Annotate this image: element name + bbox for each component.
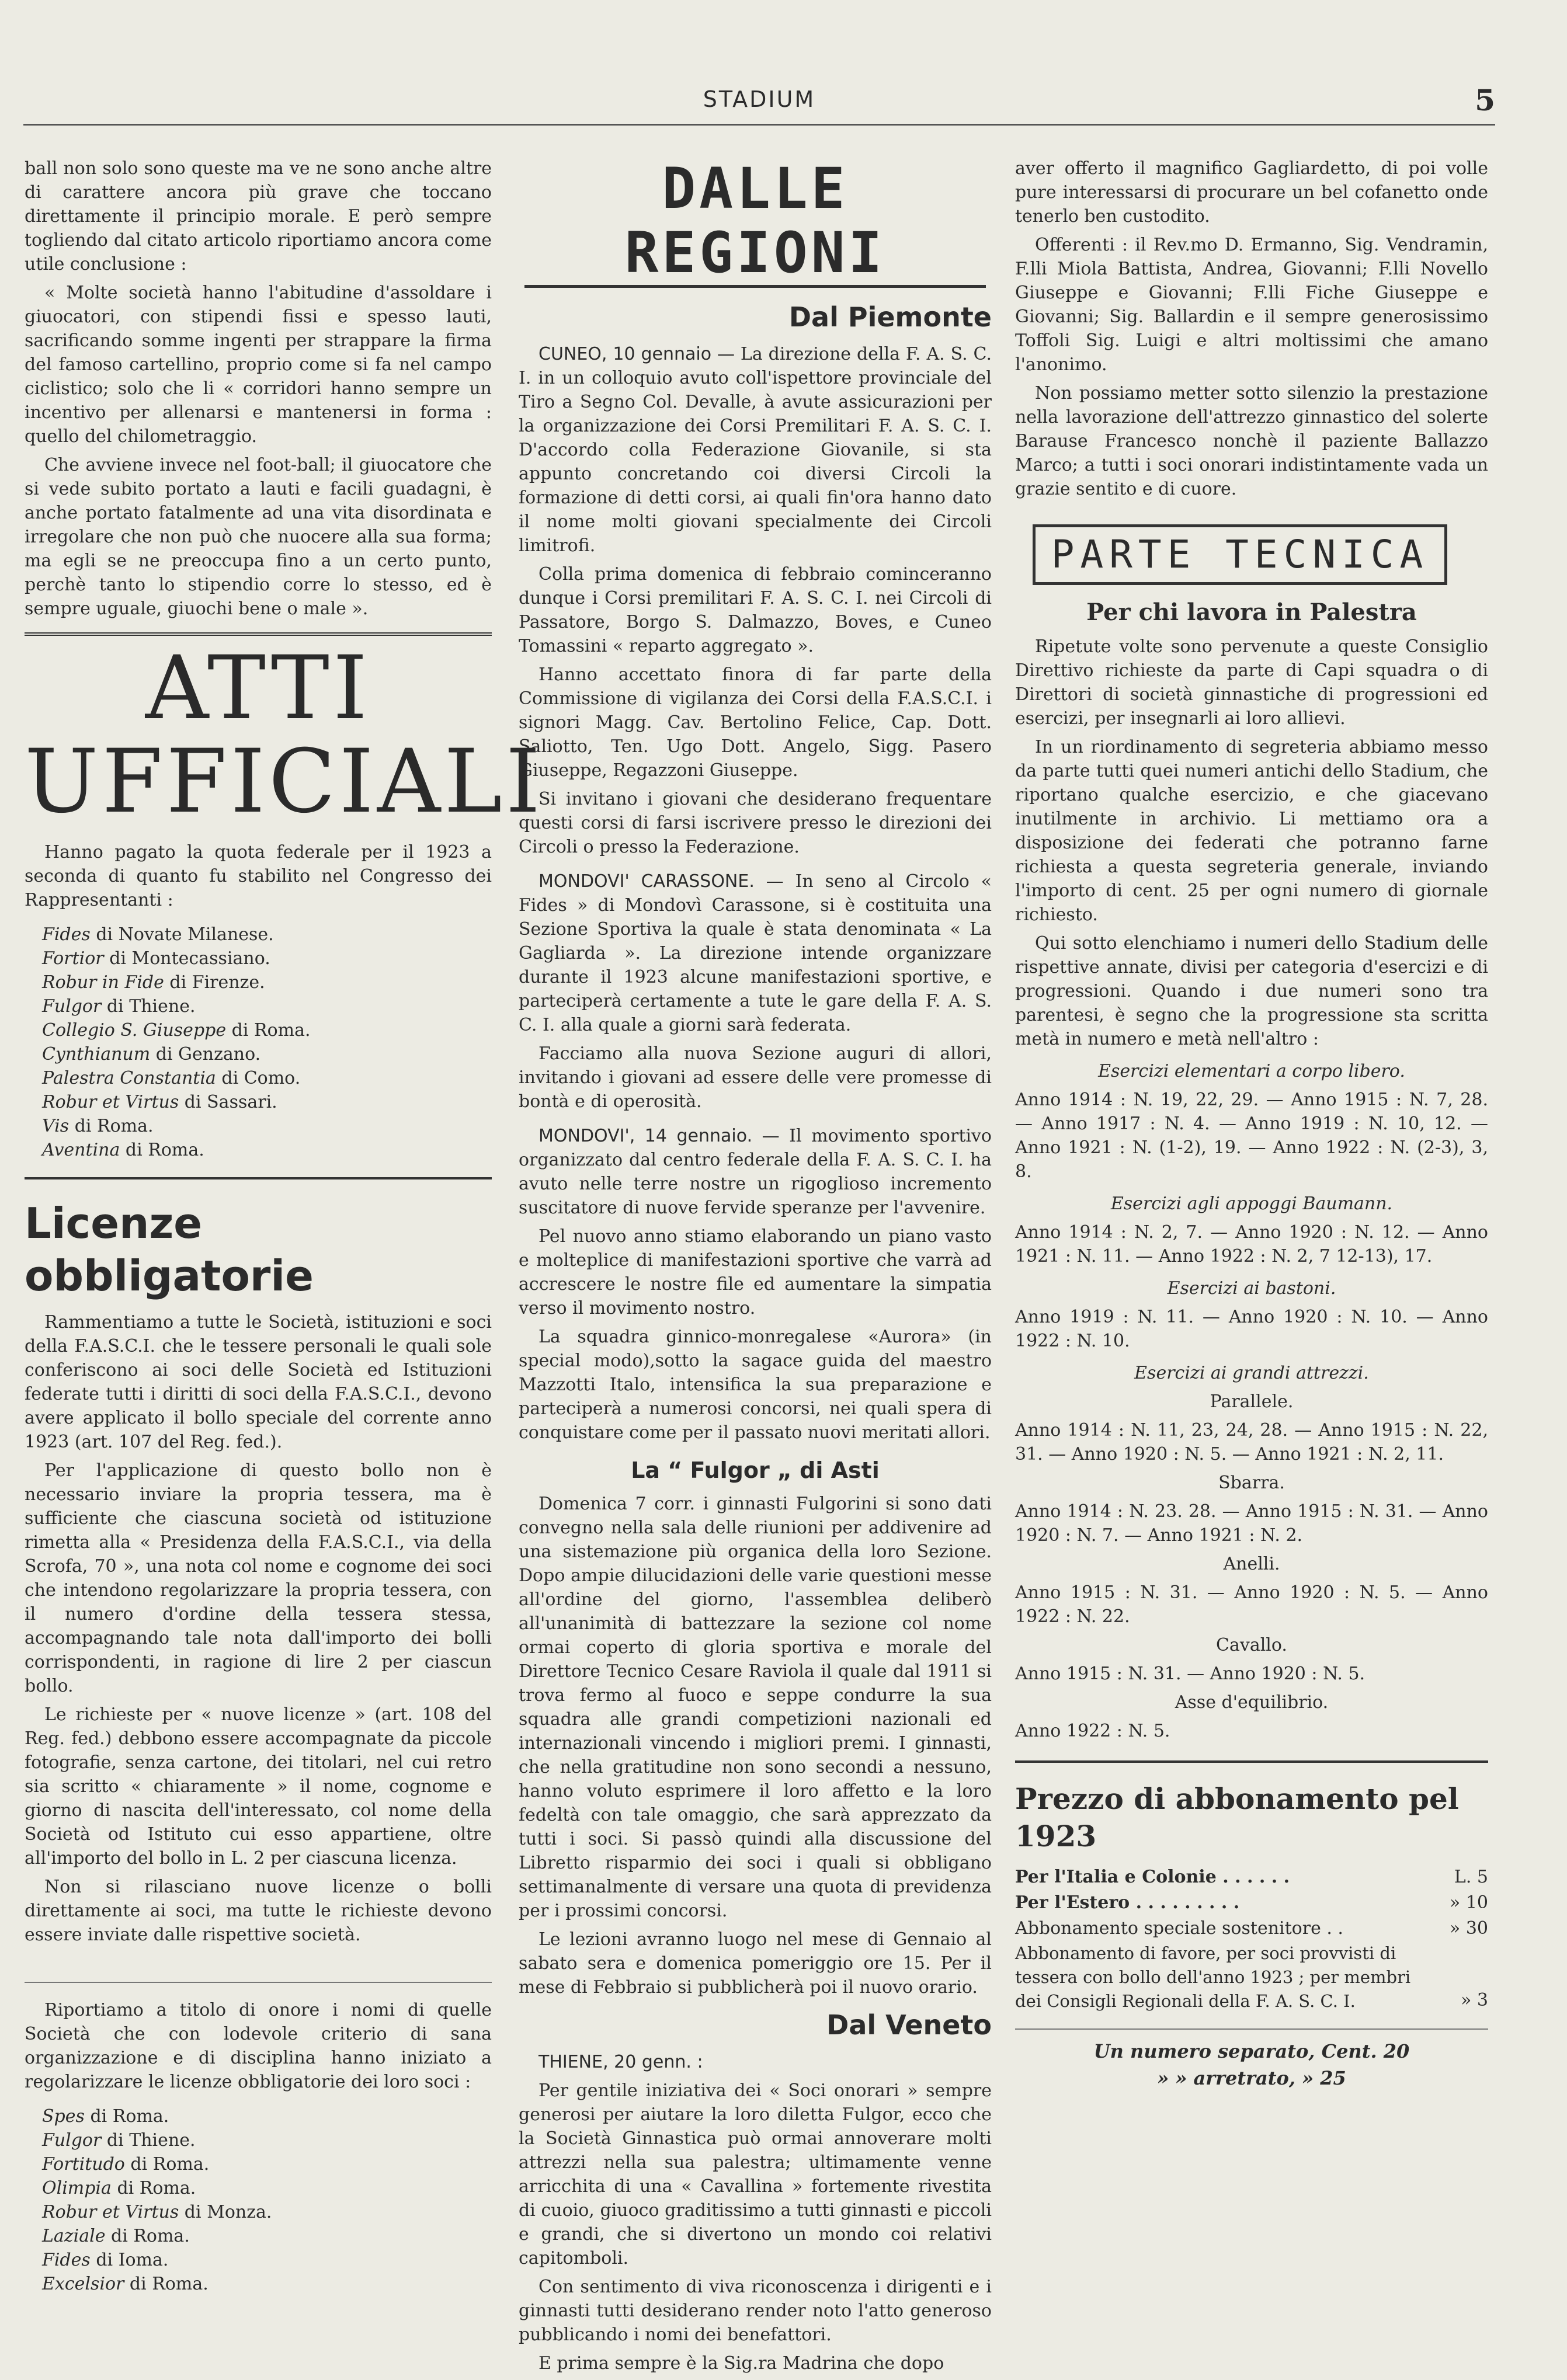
palestra-heading: Per chi lavora in Palestra [1086,599,1417,626]
paragraph: MONDOVI', 14 gennaio. — Il movimento sportivo organizzato dal centro federale della F. A. S. C. I. ha avuto nelle terre nostre un rigoglioso incremento suscitatore di nuove fervide speranze per l'avvenire. [519,1126,992,1218]
list-item: Robur et Virtus di Sassari. [42,1092,277,1112]
paragraph: Qui sotto elenchiamo i numeri dello Stadium delle rispettive annate, divisi per categoria d'esercizi e di progressioni. Quando i due numeri sono tra parentesi, è segno che la progressione sta scritta metà in numero e metà nell'altro : [1015,933,1488,1049]
exercise-category [1015,1552,1488,1629]
paragraph: « Molte società hanno l'abitudine d'assoldare i giuocatori, con stipendi fissi e spesso lauti, sacrificando somme ingenti per strappare la firma del famoso cartellino, proprio come si fa nel campo ciclistico; solo che li « corridori hanno sempre un incentivo per allenarsi e mantenersi in forma : quello del chilometraggio. [25,283,492,447]
category-title: Esercizi ai bastoni. [1167,1278,1336,1299]
column-right [1015,156,1488,2092]
section-divider [1015,1760,1488,1763]
category-title: Sbarra. [1218,1473,1285,1493]
price-row [1015,1941,1488,2013]
paragraph: CUNEO, 10 gennaio — La direzione della F. A. S. C. I. in un colloquio avuto coll'ispettore provinciale del Tiro a Segno Col. Devalle, à avute assicurazioni per la organizzazione dei Corsi Premilitari F. A. S. C. I. D'accordo colla Federazione Giovanile, si sta appunto concretando coi diversi Circoli la formazione di detti corsi, ai quali fin'ora hanno dato il nome molti giovani specialmente dei Circoli limitrofi. [519,344,992,556]
paragraph: Pel nuovo anno stiamo elaborando un piano vasto e molteplice di manifestazioni sportive che varrà ad accrescere le nostre file ed aumentare la simpatia verso il movimento nostro. [519,1226,992,1318]
list-item: Robur et Virtus di Monza. [42,2202,272,2222]
journal-title: STADIUM [703,86,816,112]
exercise-category [1015,1690,1488,1743]
list-item: Aventina di Roma. [42,1140,204,1160]
paragraph: Per l'applicazione di questo bollo non è necessario inviare la propria tessera, ma è sufficiente che ciascuna società od istituzione rimetta alla « Presidenza della F.A.S.C.I., via della Scrofa, 70 », una nota col nome e cognome dei soci che intendono regolarizzare la propria tessera, con il numero d'ordine della tessera stessa, accompagnando tale nota dall'importo dei bolli corrispondenti, in ragione di lire 2 per ciascun bollo. [25,1460,492,1696]
paragraph: Con sentimento di viva riconoscenza i dirigenti e i ginnasti tutti desiderano render noto l'atto generoso pubblicando i nomi dei benefattori. [519,2277,992,2345]
paragraph: Domenica 7 corr. i ginnasti Fulgorini si sono dati convegno nella sala delle riunioni per addivenire ad una sistemazione più organica della loro Sezione. Dopo ampie dilucidazioni delle varie questioni messe all'ordine del giorno, l'assemblea deliberò all'unanimità di battezzare la sezione col nome ormai coperto di gloria sportiva e morale del Direttore Tecnico Cesare Raviola il quale dal 1911 si trova fermo al fuoco e seppe condurre la sua squadra alle grandi competizioni nazionali ed internazionali vincendo i migliori premi. I ginnasti, che nella gratitudine non sono secondi a nessuno, hanno voluto esprimere il loro affetto e la loro fedeltà con tale omaggio, che sarà apprezzato da tutti i soci. Si passò quindi alla discussione del Libretto risparmio dei soci i quali si obbligano settimanalmente di versare una quota di previdenza per i prossimi concorsi. [519,1494,992,1921]
section-divider [1015,2028,1488,2030]
exercise-category [1015,1192,1488,1268]
price-value: » 3 [1461,1990,1488,2010]
honor-society-list [42,2104,492,2296]
paragraph: Che avviene invece nel foot-ball; il giuocatore che si vede subito portato a lauti e facili guadagni, è anche portato fatalmente ad una vita disordinata e irregolare che non può che nuocere alla sua forma; ma egli se ne preoccupa fino a un certo punto, perchè tanto lo stipendio corre lo stesso, ed è sempre uguale, giuochi bene o male ». [25,455,492,619]
paid-society-list [42,923,492,1162]
exercise-category [1015,1361,1488,1385]
category-title: Cavallo. [1216,1635,1287,1655]
page-header [23,83,1495,123]
paragraph: Ripetute volte sono pervenute a queste Consiglio Direttivo richieste da parte di Capi squadra o di Direttori di società ginnastiche di progressioni ed esercizi, per insegnarli ai loro allievi. [1015,636,1488,729]
paragraph: Le lezioni avranno luogo nel mese di Gennaio al sabato sera e domenica pomeriggio ore 15. Per il mese di Febbraio si pubblicherà poi il nuovo orario. [519,1929,992,1998]
category-title: Asse d'equilibrio. [1175,1692,1329,1713]
column-left [25,156,544,2308]
dalle-regioni-banner [519,156,992,300]
page-number: 5 [1475,83,1495,117]
category-issues: Anno 1915 : N. 31. — Anno 1920 : N. 5. [1015,1664,1366,1684]
paragraph: Hanno pagato la quota federale per il 1923 a seconda di quanto fu stabilito nel Congresso dei Rappresentanti : [25,842,492,910]
paragraph: ball non solo sono queste ma ve ne sono anche altre di carattere ancora più grave che toccano direttamente il principio morale. E però sempre togliendo dal citato articolo riportiamo ancora come utile conclusione : [25,158,492,274]
list-item: Laziale di Roma. [42,2226,190,2246]
paragraph: Le richieste per « nuove licenze » (art. 108 del Reg. fed.) debbono essere accompagnate da piccole fotografie, senza cartone, dei titolari, nel cui retro sia scritto « chiaramente » il nome, cognome e giorno di nascita dell'interessato, col nome della Società od Istituto cui esso appartiene, oltre all'importo del bollo in L. 2 per ciascuna licenza. [25,1704,492,1868]
category-title: Parallele. [1210,1391,1294,1412]
piemonte-heading: Dal Piemonte [788,301,992,333]
category-title: Anelli. [1223,1554,1280,1574]
subscription-heading: Prezzo di abbonamento pel 1923 [1015,1781,1459,1853]
list-item: Fortior di Montecassiano. [42,948,270,969]
back-issue-price: » » arretrato, » 25 [1157,2067,1346,2089]
paragraph: Non possiamo metter sotto silenzio la prestazione nella lavorazione dell'attrezzo ginnastico del solerte Barause Francesco nonchè il paziente Ballazzo Marco; a tutti i soci onorari indistintamente vada un grazie sentito e di cuore. [1015,383,1488,499]
category-issues: Anno 1919 : N. 11. — Anno 1920 : N. 10. — Anno 1922 : N. 10. [1015,1307,1488,1351]
fulgor-heading: La “ Fulgor „ di Asti [631,1457,880,1483]
paragraph: E prima sempre è la Sig.ra Madrina che dopo [538,2353,944,2374]
paragraph: In un riordinamento di segreteria abbiamo messo da parte tutti quei numeri antichi dello Stadium, che riportano qualche esercizio, e che giacevano inutilmente in archivio. Li mettiamo ora a disposizione dei federati che potranno farne richiesta a questa segreteria generale, inviando l'importo di cent. 25 per ogni numero di giornale richiesto. [1015,737,1488,925]
list-item: Palestra Constantia di Como. [42,1068,301,1088]
banner-text: PARTE TECNICA [1051,532,1429,577]
dateline: THIENE, 20 genn. : [538,2052,703,2072]
list-item: Collegio S. Giuseppe di Roma. [42,1020,311,1041]
category-title: Esercizi agli appoggi Baumann. [1110,1194,1393,1214]
list-item: Olimpia di Roma. [42,2178,196,2198]
list-item: Fulgor di Thiene. [42,2130,196,2151]
category-issues: Anno 1914 : N. 2, 7. — Anno 1920 : N. 12. — Anno 1921 : N. 11. — Anno 1922 : N. 2, 7 12-13), 17. [1015,1222,1488,1266]
exercise-category [1015,1633,1488,1686]
banner-text: ATTI UFFICIALI [25,638,544,833]
paragraph: Riportiamo a titolo di onore i nomi di quelle Società che con lodevole criterio di sana organizzazione e di disciplina hanno iniziato a regolarizzare le licenze obbligatorie dei loro soci : [25,2000,492,2092]
paragraph: Si invitano i giovani che desiderano frequentare questi corsi di farsi iscrivere presso le direzioni dei Circoli o presso la Federazione. [519,789,992,857]
header-rule [23,124,1495,126]
list-item: Vis di Roma. [42,1116,154,1136]
price-value: » 10 [1449,1892,1488,1913]
exercise-category [1015,1390,1488,1466]
price-note: Abbonamento di favore, per soci provvisti di tessera con bollo dell'anno 1923 ; per membri dei Consigli Regionali della F. A. S. C. I. [1015,1943,1411,2011]
category-issues: Anno 1922 : N. 5. [1015,1721,1170,1741]
banner-text: DALLE REGIONI [624,156,886,286]
parte-tecnica-banner [1033,524,1447,585]
list-item: Robur in Fide di Firenze. [42,972,265,993]
price-row: Per l'Estero . . . . . . . . . » 10 [1015,1890,1488,1916]
atti-ufficiali-banner [25,632,544,833]
category-title: Esercizi ai grandi attrezzi. [1134,1363,1369,1383]
exercise-category [1015,1059,1488,1184]
paragraph: Hanno accettato finora di far parte della Commissione di vigilanza dei Corsi della F.A.S.C.I. i signori Magg. Cav. Bertolino Felice, Cap. Dott. Saliotto, Ten. Ugo Dott. Angelo, Sigg. Pasero Giuseppe, Regazzoni Giuseppe. [519,664,992,781]
price-value: » 30 [1449,1918,1488,1939]
paragraph: aver offerto il magnifico Gagliardetto, di poi volle pure interessarsi di procurare un bel cofanetto onde tenerlo ben custodito. [1015,158,1488,227]
subscription-box [1015,1780,1488,2092]
price-row: Abbonamento speciale sostenitore . . » 30 [1015,1916,1488,1941]
paragraph: Colla prima domenica di febbraio cominceranno dunque i Corsi premilitari F. A. S. C. I. nei Circoli di Passatore, Borgo S. Dalmazzo, Boves, e Cuneo Tomassini « reparto aggregato ». [519,564,992,656]
list-item: Fides di Novate Milanese. [42,924,274,945]
column-middle [519,156,992,2380]
list-item: Cynthianum di Genzano. [42,1044,261,1064]
list-item: Fulgor di Thiene. [42,996,196,1017]
veneto-heading: Dal Veneto [826,2009,992,2041]
category-title: Esercizi elementari a corpo libero. [1098,1061,1405,1081]
paragraph: Per gentile iniziativa dei « Soci onorari » sempre generosi per aiutare la loro diletta Fulgor, ecco che la Società Ginnastica può ormai annoverare molti attrezzi nella sua palestra; ultimamente venne arricchita di una « Cavallina » fortemente rivestita di cuoio, giuoco graditissimo a tutti ginnasti e piccoli e grandi, che si divertono un mondo coi relativi capitomboli. [519,2080,992,2268]
paragraph: Facciamo alla nuova Sezione auguri di allori, invitando i giovani ad essere delle vere promesse di bontà e di operosità. [519,1043,992,1112]
category-issues: Anno 1914 : N. 23. 28. — Anno 1915 : N. 31. — Anno 1920 : N. 7. — Anno 1921 : N. 2. [1015,1501,1488,1546]
licenze-heading: Licenze obbligatorie [25,1199,314,1300]
list-item: Spes di Roma. [42,2106,169,2127]
paragraph: MONDOVI' CARASSONE. — In seno al Circolo « Fides » di Mondovì Carassone, si è costituita una Sezione Sportiva la quale è stata denominata « La Gagliarda ». La direzione intende organizzare durante il 1923 alcune manifestazioni sportive, e parteciperà certamente a tute le gare della F. A. S. C. I. alla quale a giorni sarà federata. [519,871,992,1035]
list-item: Fides di Ioma. [42,2250,169,2270]
exercise-category [1015,1471,1488,1547]
list-item: Fortitudo di Roma. [42,2154,210,2174]
banner-ornament [524,285,986,300]
category-issues: Anno 1915 : N. 31. — Anno 1920 : N. 5. — Anno 1922 : N. 22. [1015,1582,1488,1627]
paragraph: La squadra ginnico-monregalese «Aurora» (in special modo),sotto la sagace guida del maestro Mazzotti Italo, intensifica la sua preparazione e parteciperà a numerosi concorsi, nei quali spera di conquistare come per il passato nuovi meritati allori. [519,1327,992,1443]
section-divider [25,1982,492,1983]
price-value: L. 5 [1454,1867,1488,1887]
price-row: Per l'Italia e Colonie . . . . . . L. 5 [1015,1864,1488,1890]
section-divider [25,1177,492,1179]
category-issues: Anno 1914 : N. 19, 22, 29. — Anno 1915 : N. 7, 28. — Anno 1917 : N. 4. — Anno 1919 : N. 10, 12. — Anno 1921 : N. (1-2), 19. — Anno 1922 : N. (2-3), 3, 8. [1015,1090,1488,1182]
list-item: Excelsior di Roma. [42,2274,209,2294]
exercise-category [1015,1276,1488,1353]
category-issues: Anno 1914 : N. 11, 23, 24, 28. — Anno 1915 : N. 22, 31. — Anno 1920 : N. 5. — Anno 1921 : N. 2, 11. [1015,1420,1488,1464]
single-issue-price: Un numero separato, Cent. 20 [1093,2040,1410,2062]
paragraph: Offerenti : il Rev.mo D. Ermanno, Sig. Vendramin, F.lli Miola Battista, Andrea, Giovanni; F.lli Novello Giuseppe e Giovanni; F.lli Fiche Giuseppe e Giovanni; Sig. Ballardin e il sempre generosissimo Toffoli Sig. Luigi e altri moltissimi che amano l'anonimo. [1015,235,1488,375]
paragraph: Non si rilasciano nuove licenze o bolli direttamente ai soci, ma tutte le richieste devono essere inviate dalle rispettive società. [25,1877,492,1945]
paragraph: Rammentiamo a tutte le Società, istituzioni e soci della F.A.S.C.I. che le tessere personali le quali sole conferiscono ai soci delle Società ed Istituzioni federate tutti i diritti di soci della F.A.S.C.I., devono avere applicato il bollo speciale del corrente anno 1923 (art. 107 del Reg. fed.). [25,1312,492,1452]
